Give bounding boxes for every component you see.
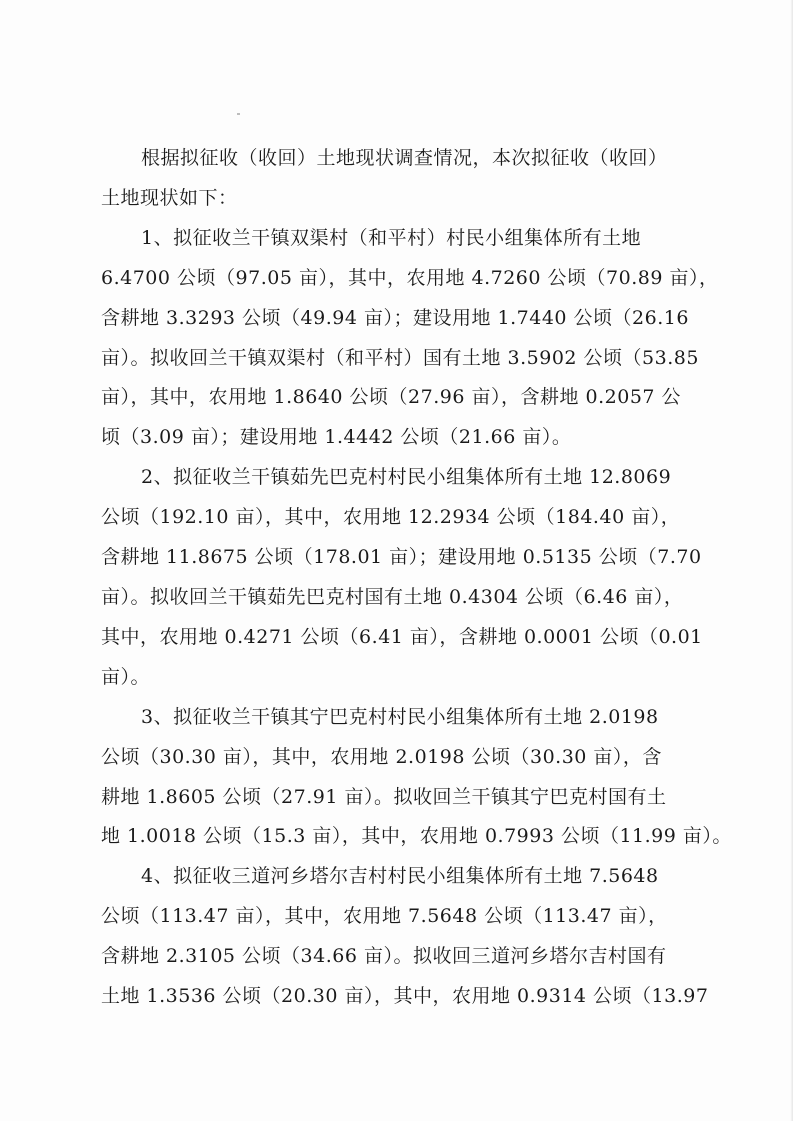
text-line: 根据拟征收（收回）土地现状调查情况，本次拟征收（收回）: [141, 147, 668, 169]
text-line: 公顷（30.30 亩），其中，农用地 2.0198 公顷（30.30 亩），含: [101, 745, 662, 768]
text-line: 含耕地 2.3105 公顷（34.66 亩）。拟收回三道河乡塔尔吉村国有: [101, 945, 667, 968]
text-line: 1、拟征收兰干镇双渠村（和平村）村民小组集体所有土地: [141, 226, 642, 249]
text-line: 公顷（192.10 亩），其中，农用地 12.2934 公顷（184.40 亩），: [101, 506, 681, 529]
paragraph-item-2: [101, 458, 703, 697]
paragraph-item-3: [101, 698, 732, 858]
text-line: 6.4700 公顷（97.05 亩），其中，农用地 4.7260 公顷（70.89 亩），: [101, 266, 719, 289]
text-line: 3、拟征收兰干镇其宁巴克村村民小组集体所有土地 2.0198: [141, 705, 659, 728]
text-line: 亩）。拟收回兰干镇茹先巴克村国有土地 0.4304 公顷（6.46 亩），: [101, 585, 684, 608]
document-body: [101, 139, 732, 1017]
text-line: 其中，农用地 0.4271 公顷（6.41 亩），含耕地 0.0001 公顷（0.01: [101, 625, 703, 648]
text-line: 公顷（113.47 亩），其中，农用地 7.5648 公顷（113.47 亩），: [101, 905, 668, 928]
paragraph-intro: [101, 139, 685, 219]
text-line: 亩）。: [101, 665, 151, 688]
paragraph-item-4: [101, 857, 709, 1017]
text-line: 含耕地 11.8675 公顷（178.01 亩）；建设用地 0.5135 公顷（7.70: [101, 546, 702, 569]
text-line: 地 1.0018 公顷（15.3 亩），其中，农用地 0.7993 公顷（11.99 亩）。: [101, 825, 732, 848]
text-line: 顷（3.09 亩）；建设用地 1.4442 公顷（21.66 亩）。: [101, 426, 572, 449]
text-line: 含耕地 3.3293 公顷（49.94 亩）；建设用地 1.7440 公顷（26.16: [101, 306, 689, 329]
paragraph-item-1: [101, 219, 719, 458]
text-line: 土地 1.3536 公顷（20.30 亩），其中，农用地 0.9314 公顷（13.97: [101, 985, 709, 1008]
text-line: 2、拟征收兰干镇茹先巴克村村民小组集体所有土地 12.8069: [141, 466, 672, 489]
text-line: 亩），其中，农用地 1.8640 公顷（27.96 亩），含耕地 0.2057 公: [101, 386, 682, 409]
text-line: 亩）。拟收回兰干镇双渠村（和平村）国有土地 3.5902 公顷（53.85: [101, 346, 699, 369]
scan-speck: [237, 113, 240, 115]
text-line: 耕地 1.8605 公顷（27.91 亩）。拟收回兰干镇其宁巴克村国有土: [101, 785, 667, 808]
text-line: 土地现状如下：: [101, 186, 238, 209]
text-line: 4、拟征收三道河乡塔尔吉村村民小组集体所有土地 7.5648: [141, 865, 659, 888]
